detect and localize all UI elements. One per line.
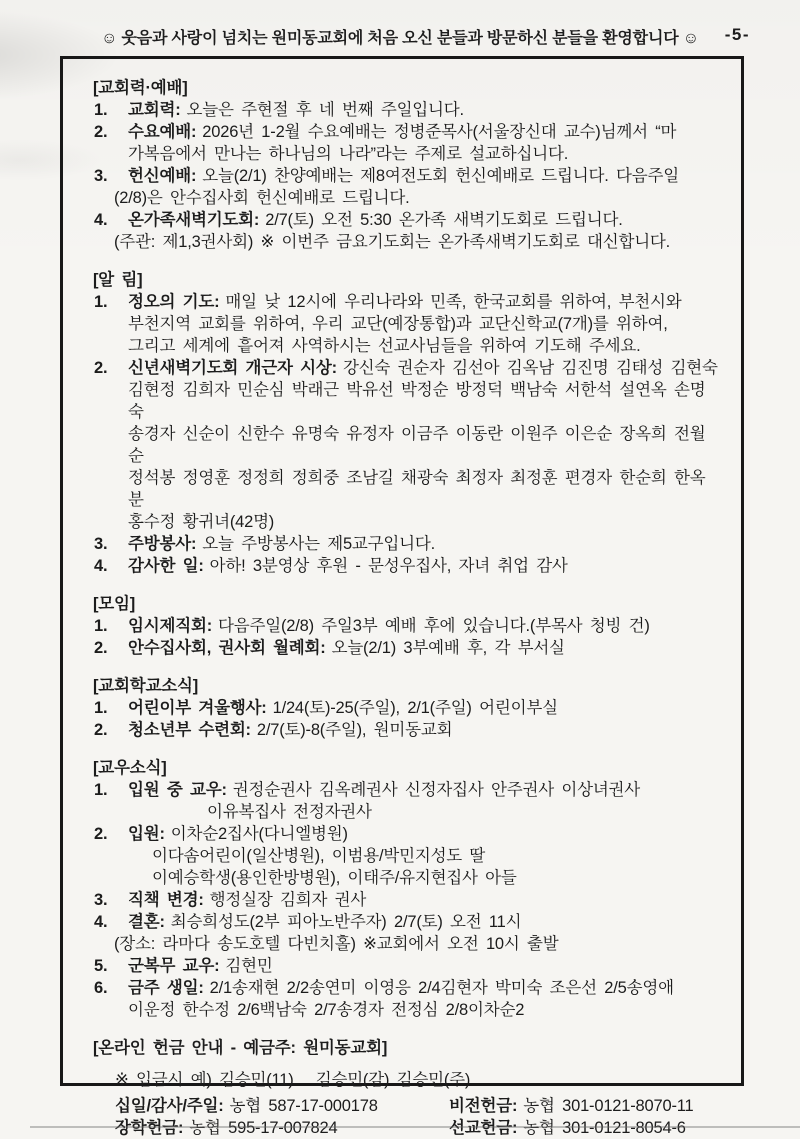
section-title: [교회학교소식] [93,677,199,695]
account-entry [449,1117,686,1139]
item-label: 감사한 일: [128,557,204,575]
continuation-line: 이예승학생(용인한방병원), 이태주/유지현집사 아들 [152,869,517,887]
section-meetings [93,593,721,659]
page-number: -5- [724,25,750,44]
section-title: [교회력·예배] [93,79,188,97]
item-number: 1. [94,101,108,119]
item-label: 청소년부 수련회: [128,721,251,739]
item-number: 6. [94,979,108,997]
item-label: 직책 변경: [128,891,204,909]
welcome-header: ☺ 웃음과 사랑이 넘치는 원미동교회에 처음 오신 분들과 방문하신 분들을 환영합니다 ☺ [101,30,699,47]
section-title: [모임] [93,595,136,613]
giving-accounts [93,1095,721,1139]
section-online-giving [93,1037,721,1139]
account-entry [449,1095,693,1117]
item-number: 1. [94,699,108,717]
account-label: 십일/감사/주일: [115,1097,224,1115]
item-text: 2/7(토) 오전 5:30 온가족 새벽기도회로 드립니다. [265,211,623,229]
item-text: 오늘(2/1) 찬양예배는 제8여전도회 헌신예배로 드립니다. 다음주일 [202,167,679,185]
item-label: 어린이부 겨울행사: [128,699,267,717]
account-value: 농협 301-0121-8054-6 [523,1119,686,1137]
giving-note: ※ 입금시 예) 김승민(11) 김승민(감) 김승민(주) [115,1071,471,1089]
list-item [93,209,721,253]
section-member-news [93,757,721,1021]
continuation-line: 홍수정 황귀녀(42명) [128,513,275,531]
item-text: 매일 낮 12시에 우리나라와 민족, 한국교회를 위하여, 부천시와 [225,293,682,311]
continuation-line: 이운정 한수정 2/6백남숙 2/7송경자 전정심 2/8이차순2 [128,1001,525,1019]
continuation-line: (장소: 라마다 송도호텔 다빈치홀) ※교회에서 오전 10시 출발 [114,935,559,953]
list-item [93,719,721,741]
item-text: 2/1송재현 2/2송연미 이영응 2/4김현자 박미숙 조은선 2/5송영애 [209,979,674,997]
list-item [93,779,721,823]
item-label: 군복무 교우: [128,957,220,975]
account-label: 장학헌금: [115,1119,184,1137]
item-label: 수요예배: [128,123,197,141]
continuation-line: 정석봉 정영훈 정정희 정희중 조남길 채광숙 최정자 최정훈 편경자 한순희 한옥분 [128,469,706,509]
section-title: [교우소식] [93,759,167,777]
account-value: 농협 301-0121-8070-11 [523,1097,694,1115]
list-item [93,165,721,209]
section-announcements [93,269,721,577]
item-label: 안수집사회, 권사회 월례회: [128,639,326,657]
item-number: 2. [94,123,108,141]
item-text: 오늘은 주현절 후 네 번째 주일입니다. [186,101,464,119]
continuation-line: (주관: 제1,3권사회) ※ 이번주 금요기도회는 온가족새벽기도회로 대신합니다. [114,233,671,251]
item-number: 2. [94,639,108,657]
list-item [93,823,721,889]
list-item [93,357,721,533]
list-item [93,889,721,911]
item-number: 5. [94,957,108,975]
item-label: 신년새벽기도회 개근자 시상: [128,359,337,377]
item-number: 3. [94,891,108,909]
continuation-line: 송경자 신순이 신한수 유명숙 유정자 이금주 이동란 이원주 이은순 장옥희 전월순 [128,425,706,465]
item-number: 4. [94,211,108,229]
list-item [93,615,721,637]
account-entry [115,1117,449,1139]
item-text: 1/24(토)-25(주일), 2/1(주일) 어린이부실 [272,699,558,717]
item-label: 교회력: [128,101,181,119]
item-label: 입원 중 교우: [128,781,227,799]
item-text: 이차순2집사(다니엘병원) [170,825,348,843]
item-label: 결혼: [128,913,165,931]
item-text: 2/7(토)-8(주일), 원미동교회 [256,721,453,739]
continuation-line: 이다솜어린이(일산병원), 이범용/박민지성도 딸 [152,847,486,865]
item-number: 1. [94,781,108,799]
item-number: 2. [94,825,108,843]
account-row [115,1117,721,1139]
account-entry [115,1095,449,1117]
item-number: 2. [94,721,108,739]
list-item [93,955,721,977]
list-item [93,533,721,555]
item-number: 3. [94,535,108,553]
item-text: 2026년 1-2월 수요예배는 정병준목사(서울장신대 교수)님께서 “마 [202,123,677,141]
list-item [93,911,721,955]
section-church-calendar [93,77,721,253]
item-number: 1. [94,293,108,311]
item-label: 온가족새벽기도회: [128,211,260,229]
item-number: 1. [94,617,108,635]
account-row [115,1095,721,1117]
item-label: 금주 생일: [128,979,204,997]
list-item [93,121,721,165]
continuation-line: 부천지역 교회를 위하여, 우리 교단(예장통합)과 교단신학교(7개)를 위하여, [128,315,668,333]
section-church-school [93,675,721,741]
item-text: 강신숙 권순자 김선아 김옥남 김진명 김태성 김현숙 [342,359,718,377]
item-text: 최승희성도(2부 피아노반주자) 2/7(토) 오전 11시 [170,913,522,931]
continuation-line: (2/8)은 안수집사회 헌신예배로 드립니다. [114,189,410,207]
list-item [93,697,721,719]
item-text: 아하! 3분영상 후원 - 문성우집사, 자녀 취업 감사 [209,557,568,575]
section-title: [온라인 헌금 안내 - 예금주: 원미동교회] [93,1039,388,1057]
item-label: 임시제직회: [128,617,212,635]
item-text: 오늘(2/1) 3부예배 후, 각 부서실 [331,639,565,657]
account-label: 선교헌금: [449,1119,518,1137]
item-label: 정오의 기도: [128,293,220,311]
item-text: 행정실장 김희자 권사 [209,891,367,909]
item-number: 4. [94,557,108,575]
account-value: 농협 587-17-000178 [229,1097,378,1115]
item-number: 3. [94,167,108,185]
list-item [93,555,721,577]
list-item [93,99,721,121]
item-text: 오늘 주방봉사는 제5교구입니다. [202,535,436,553]
item-number: 4. [94,913,108,931]
item-text: 김현민 [225,957,273,975]
item-label: 헌신예배: [128,167,197,185]
list-item [93,637,721,659]
account-value: 농협 595-17-007824 [189,1119,338,1137]
continuation-line: 이유복집사 전정자권사 [207,803,372,821]
item-text: 다음주일(2/8) 주일3부 예배 후에 있습니다.(부목사 청빙 건) [218,617,650,635]
continuation-line: 김현정 김희자 민순심 박래근 박유선 박정순 방정덕 백남숙 서한석 설연옥 손명숙 [128,381,706,421]
document-box [60,56,744,1137]
item-label: 입원: [128,825,165,843]
item-number: 2. [94,359,108,377]
scan-edge-line [30,1126,800,1128]
list-item [93,977,721,1021]
account-label: 비전헌금: [449,1097,518,1115]
continuation-line: 그리고 세계에 흩어져 사역하시는 선교사님들을 위하여 기도해 주세요. [128,337,641,355]
item-text: 권정순권사 김옥례권사 신정자집사 안주권사 이상녀권사 [232,781,641,799]
section-title: [알 림] [93,271,143,289]
continuation-line: 가복음에서 만나는 하나님의 나라”라는 주제로 설교하십니다. [128,145,569,163]
list-item [93,291,721,357]
item-label: 주방봉사: [128,535,197,553]
